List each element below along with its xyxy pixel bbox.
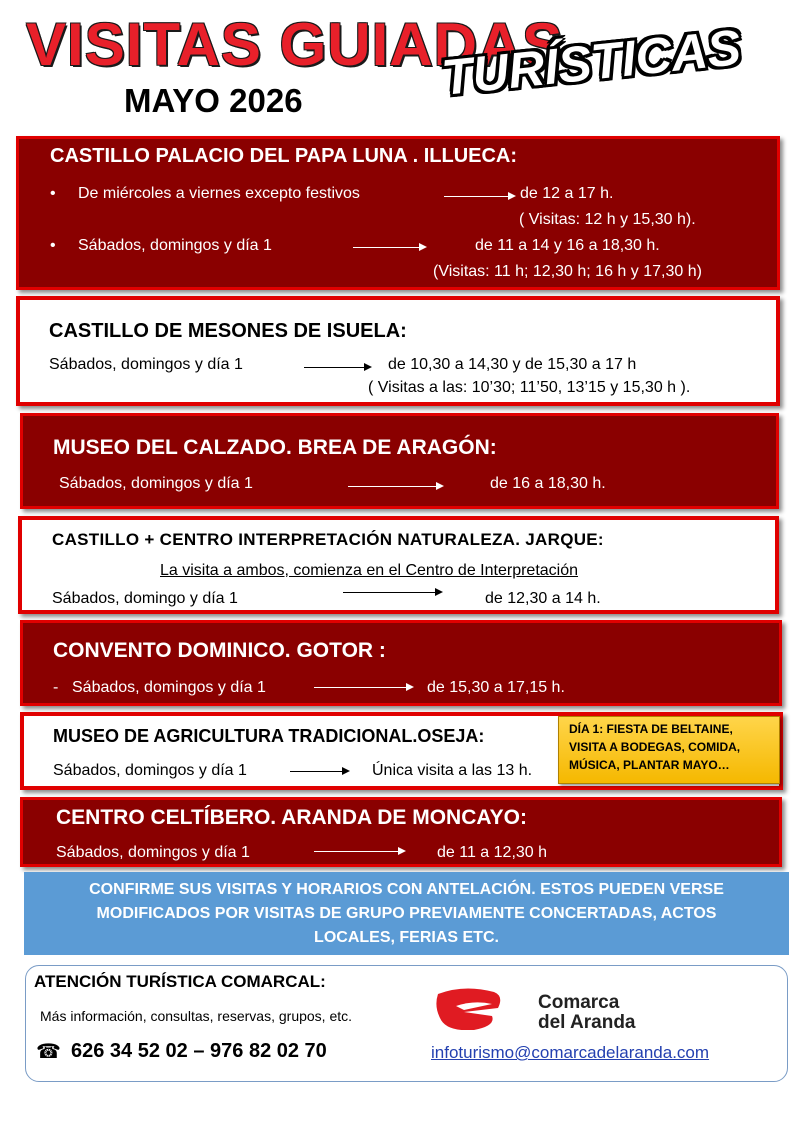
section-heading: MUSEO DEL CALZADO. BREA DE ARAGÓN: xyxy=(53,436,497,459)
section-heading: CONVENTO DOMINICO. GOTOR : xyxy=(53,639,386,662)
contact-title: ATENCIÓN TURÍSTICA COMARCAL: xyxy=(34,972,326,991)
contact-phones: 626 34 52 02 – 976 82 02 70 xyxy=(71,1040,327,1062)
schedule-label: Sábados, domingos y día 1 xyxy=(72,679,266,696)
contact-email-link[interactable]: infoturismo@comarcadelaranda.com xyxy=(431,1043,710,1062)
schedule-label: Sábados, domingo y día 1 xyxy=(52,590,238,607)
section-illueca xyxy=(16,136,780,290)
schedule-label: Sábados, domingos y día 1 xyxy=(78,237,272,254)
schedule-visits: (Visitas: 11 h; 12,30 h; 16 h y 17,30 h) xyxy=(433,263,702,280)
section-subnote: La visita a ambos, comienza en el Centro de Interpretación xyxy=(160,562,579,579)
schedule-time: Única visita a las 13 h. xyxy=(372,762,533,779)
comarca-logo-icon xyxy=(434,986,534,1030)
schedule-label: Sábados, domingos y día 1 xyxy=(53,762,247,779)
schedule-time: de 16 a 18,30 h. xyxy=(490,475,606,492)
bullet-icon: • xyxy=(50,185,56,202)
confirmation-notice xyxy=(24,872,789,955)
schedule-visits: ( Visitas a las: 10’30; 11’50, 13’15 y 15,30 h ). xyxy=(368,379,691,396)
note-line: DÍA 1: FIESTA DE BELTAINE, xyxy=(569,722,733,736)
poster-subtitle: TURÍSTICAS xyxy=(439,18,744,106)
bullet-icon: • xyxy=(50,237,56,254)
notice-line: CONFIRME SUS VISITAS Y HORARIOS CON ANTELACIÓN. ESTOS PUEDEN VERSE xyxy=(89,881,724,898)
notice-line: MODIFICADOS POR VISITAS DE GRUPO PREVIAMENTE CONCERTADAS, ACTOS xyxy=(96,905,717,922)
arrow-icon xyxy=(290,771,348,772)
arrow-icon xyxy=(348,486,442,487)
section-jarque xyxy=(18,516,779,614)
section-aranda xyxy=(20,797,782,867)
section-heading: CASTILLO DE MESONES DE ISUELA: xyxy=(49,320,407,342)
arrow-icon xyxy=(353,247,425,248)
arrow-icon xyxy=(343,592,441,593)
notice-line: LOCALES, FERIAS ETC. xyxy=(314,929,499,946)
phone-icon: ☎ xyxy=(36,1041,61,1063)
logo-text-line1: Comarca xyxy=(538,992,620,1013)
poster-title: VISITAS GUIADAS xyxy=(26,11,564,78)
arrow-icon xyxy=(314,687,412,688)
section-heading: MUSEO DE AGRICULTURA TRADICIONAL.OSEJA: xyxy=(53,726,485,746)
schedule-time: de 12,30 a 14 h. xyxy=(485,590,601,607)
schedule-label: Sábados, domingos y día 1 xyxy=(56,844,250,861)
arrow-icon xyxy=(314,851,404,852)
schedule-label: De miércoles a viernes excepto festivos xyxy=(78,185,360,202)
festival-note xyxy=(558,716,780,784)
dash-icon: - xyxy=(53,679,59,696)
schedule-label: Sábados, domingos y día 1 xyxy=(59,475,253,492)
schedule-time: de 12 a 17 h. xyxy=(520,185,614,202)
arrow-icon xyxy=(444,196,514,197)
schedule-time: de 11 a 12,30 h xyxy=(437,844,548,861)
section-heading: CASTILLO PALACIO DEL PAPA LUNA . ILLUECA: xyxy=(50,145,518,167)
section-heading: CENTRO CELTÍBERO. ARANDA DE MONCAYO: xyxy=(56,806,527,829)
note-line: MÚSICA, PLANTAR MAYO… xyxy=(569,758,730,772)
schedule-visits: ( Visitas: 12 h y 15,30 h). xyxy=(519,211,696,228)
logo-text-line2: del Aranda xyxy=(538,1012,636,1033)
contact-info: Más información, consultas, reservas, grupos, etc. xyxy=(40,1008,353,1024)
section-mesones xyxy=(16,296,780,406)
section-heading: CASTILLO + CENTRO INTERPRETACIÓN NATURALEZA. JARQUE: xyxy=(52,530,604,549)
schedule-label: Sábados, domingos y día 1 xyxy=(49,356,243,373)
section-gotor xyxy=(20,620,782,706)
arrow-icon xyxy=(304,367,370,368)
schedule-time: de 11 a 14 y 16 a 18,30 h. xyxy=(475,237,660,254)
note-line: VISITA A BODEGAS, COMIDA, xyxy=(569,740,741,754)
poster-month: MAYO 2026 xyxy=(124,82,303,119)
section-brea xyxy=(20,413,779,509)
schedule-time: de 10,30 a 14,30 y de 15,30 a 17 h xyxy=(388,356,637,373)
schedule-time: de 15,30 a 17,15 h. xyxy=(427,679,565,696)
